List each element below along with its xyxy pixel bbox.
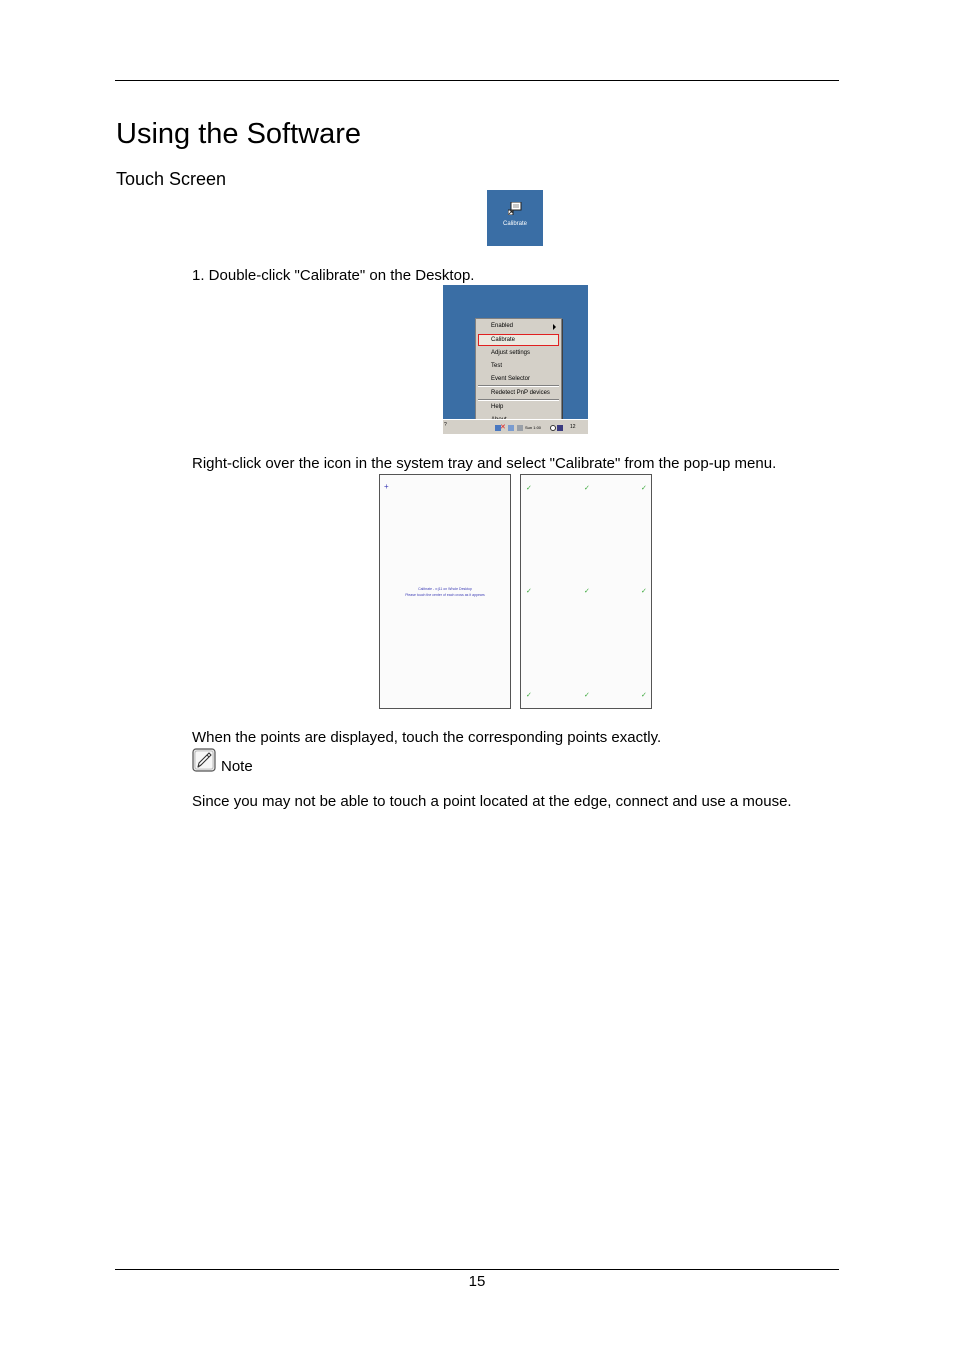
menu-item-redetect[interactable]: Redetect PnP devices [491, 390, 550, 396]
system-tray [495, 424, 563, 432]
checkmark-icon: ✓ [584, 588, 590, 595]
tray-clock-text: Sun 1:00 [525, 425, 542, 430]
calibration-line-1: Calibrate - x:j11 on Whole Desktop [418, 587, 472, 591]
menu-item-adjust[interactable]: Adjust settings [491, 350, 531, 356]
crosshair-icon: + [384, 482, 389, 491]
monitor-icon[interactable] [557, 425, 563, 431]
step-3-text: When the points are displayed, touch the corresponding points exactly. [192, 729, 662, 746]
checkmark-icon: ✓ [641, 588, 647, 595]
calibration-screen-complete[interactable] [520, 474, 652, 709]
step-2-text: Right-click over the icon in the system tray and select "Calibrate" from the pop-up menu. [192, 455, 777, 472]
tray-popup-menu [475, 318, 562, 430]
menu-item-calibrate[interactable]: Calibrate [491, 337, 516, 343]
taskbar-clock: 12 [570, 424, 576, 430]
close-x-icon: ✕ [500, 424, 506, 431]
checkmark-icon: ✓ [526, 588, 532, 595]
menu-separator [478, 399, 559, 401]
tray-menu-screenshot [443, 285, 588, 434]
speaker-icon[interactable] [517, 425, 523, 431]
menu-separator [478, 385, 559, 387]
bottom-rule [115, 1269, 839, 1270]
step-1-text: 1. Double-click "Calibrate" on the Desktop. [192, 267, 475, 284]
checkmark-icon: ✓ [641, 692, 647, 699]
menu-item-event[interactable]: Event Selector [491, 376, 531, 382]
menu-item-test[interactable]: Test [491, 363, 503, 369]
calibration-screen-start[interactable] [379, 474, 511, 709]
clock-icon[interactable] [550, 425, 556, 431]
calibration-line-2: Please touch the center of each cross as it appears [405, 593, 485, 597]
section-title: Touch Screen [116, 169, 227, 189]
menu-item-help[interactable]: Help [491, 404, 504, 410]
top-rule [115, 80, 839, 81]
page-title: Using the Software [116, 118, 362, 150]
note-text: Since you may not be able to touch a point located at the edge, connect and use a mouse. [192, 793, 792, 810]
note-pencil-icon [192, 748, 216, 772]
checkmark-icon: ✓ [584, 485, 590, 492]
page-number: 15 [468, 1273, 486, 1290]
network-icon[interactable] [508, 425, 514, 431]
submenu-arrow-icon [553, 324, 556, 330]
checkmark-icon: ✓ [584, 692, 590, 699]
taskbar [443, 419, 588, 434]
checkmark-icon: ✓ [526, 485, 532, 492]
checkmark-icon: ✓ [526, 692, 532, 699]
calibrate-shortcut-icon [508, 202, 522, 215]
note-label: Note [221, 758, 253, 775]
calibration-instructions [380, 586, 510, 598]
taskbar-left-text: ? [444, 422, 447, 428]
menu-item-enabled[interactable]: Enabled [491, 323, 514, 329]
checkmark-icon: ✓ [641, 485, 647, 492]
desktop-calibrate-shortcut[interactable] [487, 190, 543, 246]
desktop-icon-label: Calibrate [502, 221, 527, 227]
